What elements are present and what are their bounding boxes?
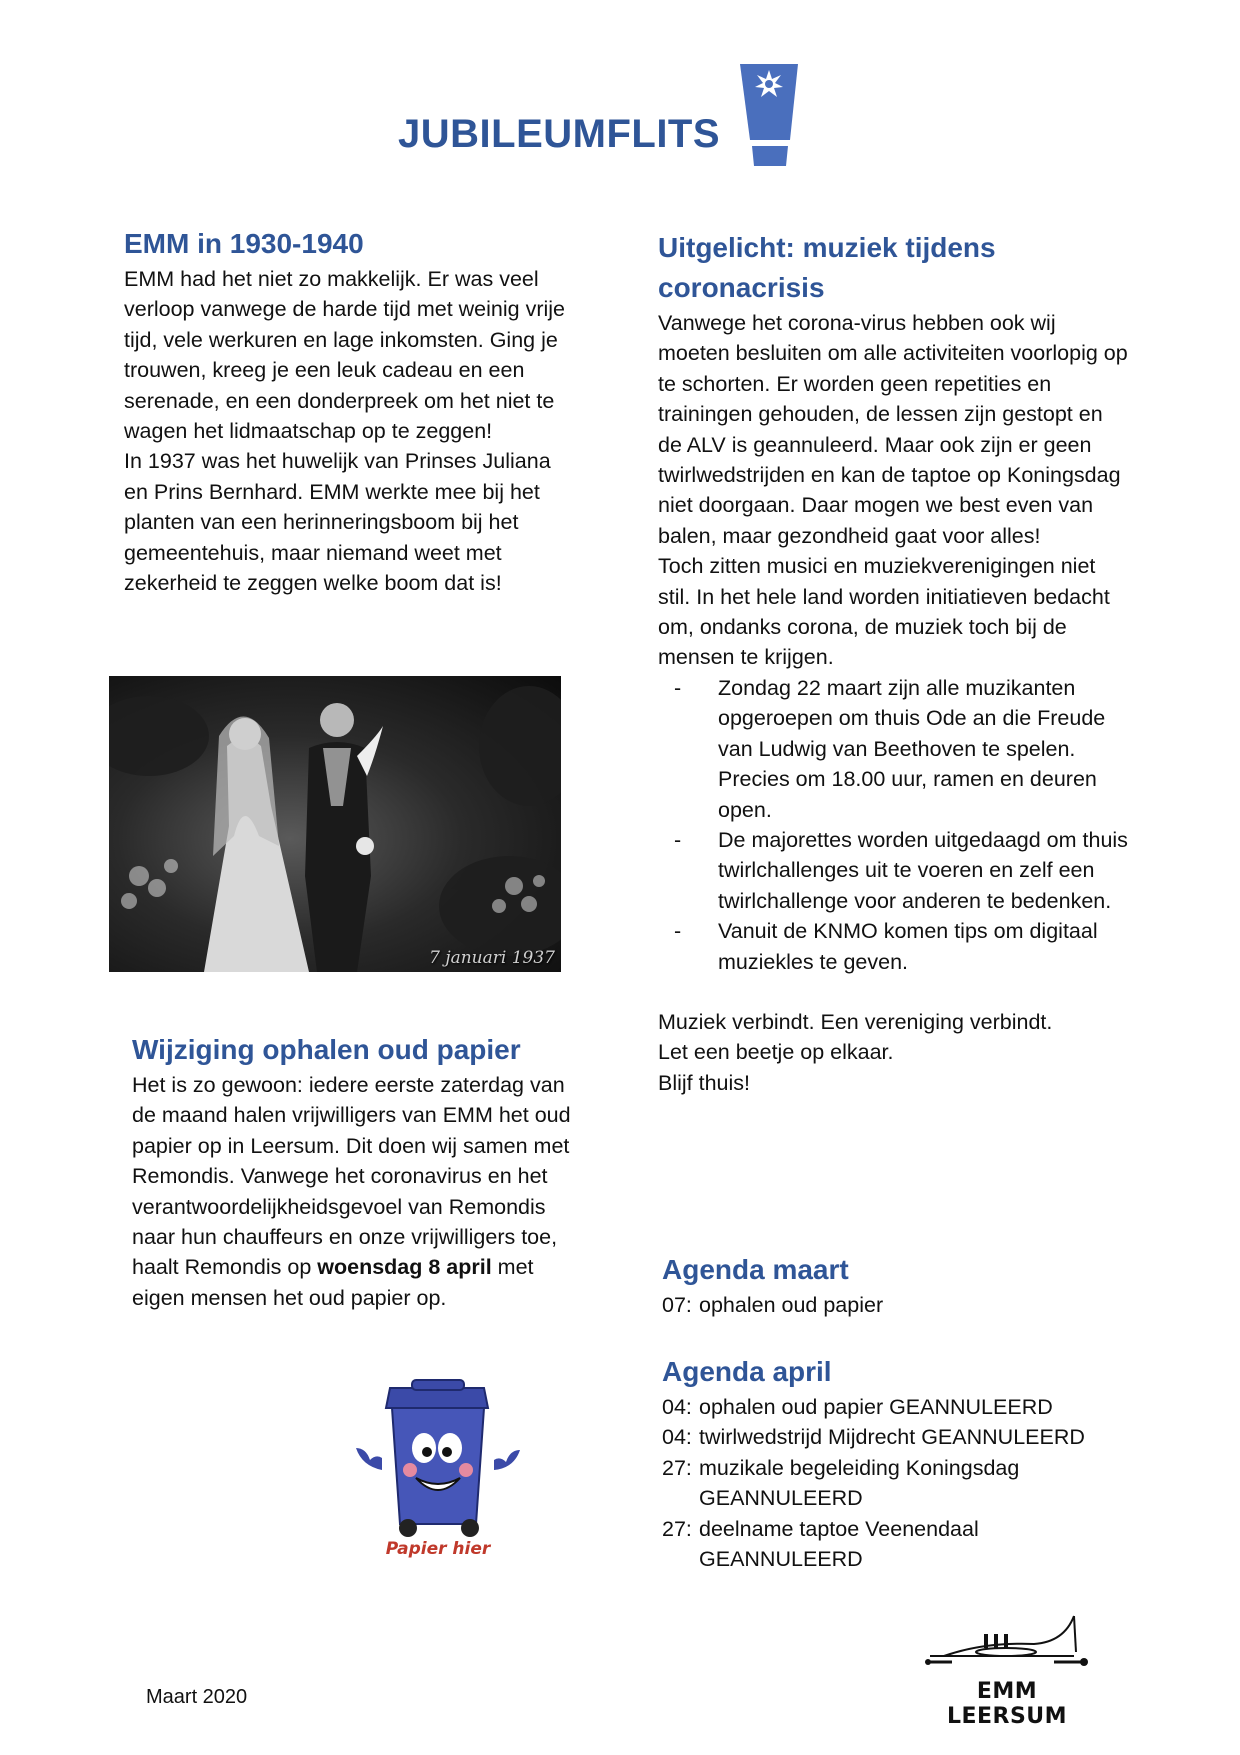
section-heading: EMM in 1930-1940	[124, 228, 364, 259]
logo-text: EMM LEERSUM	[946, 1679, 1068, 1729]
paragraph: In 1937 was het huwelijk van Prinses Juliana en Prins Bernhard. EMM werkte mee bij het planten van een herinneringsboom bij het gemeentehuis, maar niemand weet met zekerheid te zeggen welke boom dat is!	[124, 449, 551, 596]
agenda-item: 27: muzikale begeleiding Koningsdag GEANNULEERD	[662, 1455, 1020, 1511]
wedding-photo	[109, 676, 561, 972]
emm-leersum-logo	[924, 1612, 1090, 1729]
agenda-item: 04: ophalen oud papier GEANNULEERD	[662, 1395, 1053, 1419]
photo-caption: 7 januari 1937	[429, 948, 555, 968]
section-heading: Uitgelicht: muziek tijdens coronacrisis	[658, 232, 996, 303]
highlighted-date: woensdag 8 april	[317, 1255, 492, 1280]
paragraph: Het is zo gewoon: iedere eerste zaterdag van de maand halen vrijwilligers van EMM het oud papier op in Leersum. Dit doen wij samen met Remondis. Vanwege het coronavirus en het verantwoordelijkheidsgevoel van Remondis naar hun chauffeurs en onze vrijwilligers toe, haalt Remondis op woensdag 8 april met eigen mensen het oud papier op.	[132, 1073, 571, 1310]
section-heading: Agenda maart	[662, 1254, 849, 1285]
agenda-item: 27: deelname taptoe Veenendaal GEANNULEERD	[662, 1516, 979, 1572]
agenda-march	[662, 1250, 1132, 1320]
list-item: - Zondag 22 maart zijn alle muzikanten opgeroepen om thuis Ode an die Freude van Ludwig van Beethoven te spelen. Precies om 18.00 uur, ramen en deuren open.	[658, 673, 1128, 825]
closing-line: Muziek verbindt. Een vereniging verbindt.	[658, 1009, 1053, 1034]
section-corona	[658, 228, 1128, 1098]
initiatives-list	[658, 673, 1128, 977]
exclamation-logo-icon	[738, 62, 800, 173]
agenda-item: 04: twirlwedstrijd Mijdrecht GEANNULEERD	[662, 1425, 1085, 1450]
closing-line: Let een beetje op elkaar.	[658, 1040, 894, 1065]
section-emm-history	[124, 224, 574, 598]
instruments-icon	[924, 1612, 1090, 1672]
section-heading: Wijziging ophalen oud papier	[132, 1034, 521, 1065]
agenda-april	[662, 1352, 1142, 1574]
agenda-item: 07: ophalen oud papier	[662, 1293, 884, 1317]
footer-date: Maart 2020	[146, 1686, 248, 1708]
paper-bin-mascot	[352, 1374, 524, 1564]
paragraph: Vanwege het corona-virus hebben ook wij moeten besluiten om alle activiteiten voorlopig op te schorten. Er worden geen repetities en trainingen gehouden, de lessen zijn gestopt en de ALV is geannuleerd. Maar ook zijn er geen twirlwedstrijden en kan de taptoe op Koningsdag niet doorgaan. Daar mogen we best even van balen, maar gezondheid gaat voor alles!	[658, 311, 1128, 548]
closing-line: Blijf thuis!	[658, 1070, 751, 1095]
section-heading: Agenda april	[662, 1356, 832, 1387]
page-title: JUBILEUMFLITS	[398, 112, 721, 156]
paragraph: Toch zitten musici en muziekverenigingen niet stil. In het hele land worden initiatieven bedacht om, ondanks corona, de muziek toch bij de mensen te krijgen.	[658, 554, 1110, 670]
list-item: - De majorettes worden uitgedaagd om thuis twirlchallenges uit te voeren en zelf een twirlchallenge voor anderen te bedenken.	[658, 825, 1128, 916]
section-paper-collection	[132, 1030, 572, 1313]
bin-label: Papier hier	[385, 1539, 491, 1559]
list-item: - Vanuit de KNMO komen tips om digitaal muziekles te geven.	[658, 916, 1128, 977]
paragraph: EMM had het niet zo makkelijk. Er was veel verloop vanwege de harde tijd met weinig vrije tijd, vele werkuren en lage inkomsten. Ging je trouwen, kreeg je een leuk cadeau en een serenade, en een donderpreek om het niet te wagen het lidmaatschap op te zeggen!	[124, 267, 565, 444]
